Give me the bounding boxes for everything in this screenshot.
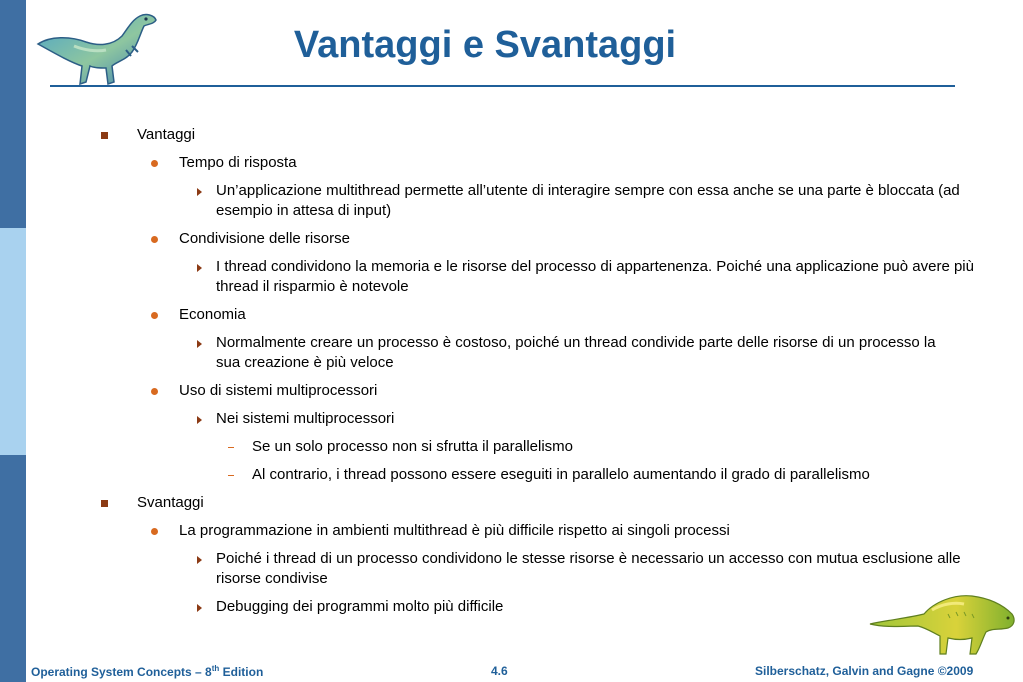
list-item-level2: Condivisione delle risorse — [179, 230, 350, 247]
list-item-level2: Tempo di risposta — [179, 154, 297, 171]
dash-bullet-icon — [228, 447, 234, 448]
list-item-level3: Nei sistemi multiprocessori — [216, 410, 395, 427]
title-divider — [50, 85, 955, 87]
list-item-level4: Al contrario, i thread possono essere eseguiti in parallelo aumentando il grado di parallelismo — [252, 466, 870, 483]
footer-slide-number: 4.6 — [491, 664, 508, 678]
dinosaur-logo-icon — [34, 6, 164, 88]
footer-book-title-sup: th — [211, 664, 220, 673]
list-item-level3: I thread condividono la memoria e le risorse del processo di appartenenza. Poiché una applicazione può avere più thread il risparmio è notevole — [216, 258, 974, 295]
triangle-bullet-icon — [197, 340, 202, 348]
round-bullet-icon — [151, 388, 158, 395]
triangle-bullet-icon — [197, 416, 202, 424]
list-item-level1: Svantaggi — [137, 494, 204, 511]
dinosaur-corner-icon — [868, 584, 1018, 658]
round-bullet-icon — [151, 528, 158, 535]
list-item-level3: Un’applicazione multithread permette all’utente di interagire sempre con essa anche se una parte è bloccata (ad esempio in attesa di input) — [216, 182, 960, 219]
triangle-bullet-icon — [197, 264, 202, 272]
sidebar-segment-top — [0, 0, 26, 228]
triangle-bullet-icon — [197, 604, 202, 612]
left-sidebar — [0, 0, 26, 682]
page-title: Vantaggi e Svantaggi — [293, 24, 677, 66]
footer-authors: Silberschatz, Galvin and Gagne ©2009 — [755, 664, 974, 678]
footer-book-title — [31, 664, 263, 679]
list-item-level3: Debugging dei programmi molto più difficile — [216, 598, 504, 615]
list-item-level3: Normalmente creare un processo è costoso, poiché un thread condivide parte delle risorse di un processo la sua creazione è più veloce — [216, 334, 936, 371]
list-item-level1: Vantaggi — [137, 126, 196, 143]
list-item-level2: Economia — [179, 306, 246, 323]
square-bullet-icon — [101, 500, 108, 507]
footer-book-title-suffix: Edition — [219, 665, 264, 679]
list-item-level4: Se un solo processo non si sfrutta il parallelismo — [252, 438, 573, 455]
triangle-bullet-icon — [197, 556, 202, 564]
list-item-level2: Uso di sistemi multiprocessori — [179, 382, 378, 399]
square-bullet-icon — [101, 132, 108, 139]
list-item-level3: Poiché i thread di un processo condividono le stesse risorse è necessario un accesso con mutua esclusione alle risorse condivise — [216, 550, 961, 587]
round-bullet-icon — [151, 236, 158, 243]
list-item-level2: La programmazione in ambienti multithread è più difficile rispetto ai singoli processi — [179, 522, 730, 539]
sidebar-segment-bottom — [0, 455, 26, 682]
triangle-bullet-icon — [197, 188, 202, 196]
dash-bullet-icon — [228, 475, 234, 476]
round-bullet-icon — [151, 312, 158, 319]
sidebar-segment-middle — [0, 228, 26, 455]
round-bullet-icon — [151, 160, 158, 167]
footer-book-title-prefix: Operating System Concepts – 8 — [31, 665, 212, 679]
